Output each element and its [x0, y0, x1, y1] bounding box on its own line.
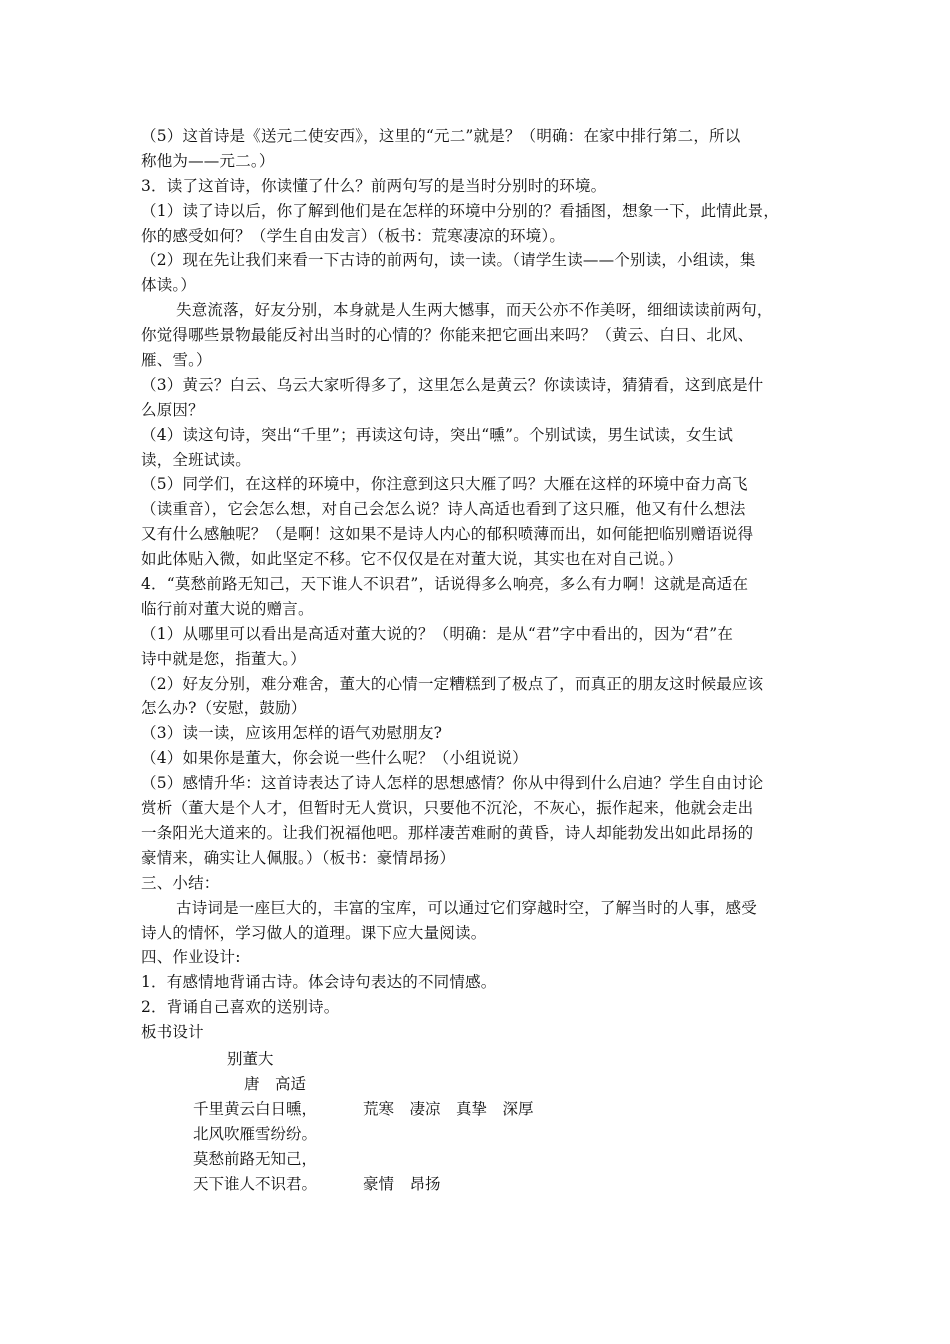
poem-line-3: 莫愁前路无知己， — [193, 1149, 318, 1168]
text-line: 豪情来，确实让人佩服。）（板书：豪情昂扬） — [141, 848, 456, 867]
text-line: 又有什么感触呢？（是啊！这如果不是诗人内心的郁积喷薄而出，如何能把临别赠语说得 — [141, 525, 754, 544]
document-page — [141, 124, 811, 1195]
text-line: 读，全班试读。 — [141, 450, 251, 469]
text-line: 三、小结： — [141, 873, 220, 892]
board-note-emotion: 荒寒 凄凉 真挚 深厚 — [363, 1099, 534, 1118]
text-line: （4）如果你是董大，你会说一些什么呢？（小组说说） — [141, 749, 528, 768]
text-line: 1．有感情地背诵古诗。体会诗句表达的不同情感。 — [141, 973, 497, 992]
text-line: （3）读一读，应该用怎样的语气劝慰朋友? — [141, 724, 443, 743]
poem-author: 唐 高适 — [244, 1074, 307, 1093]
text-line: 你觉得哪些景物最能反衬出当时的心情的？你能来把它画出来吗？（黄云、白日、北风、 — [141, 326, 754, 345]
text-line: （5）感情升华：这首诗表达了诗人怎样的思想感情？你从中得到什么启迪？学生自由讨论 — [141, 774, 764, 793]
text-line: （3）黄云？白云、乌云大家听得多了，这里怎么是黄云？你读读诗，猜猜看，这到底是什 — [141, 375, 764, 394]
text-line: （读重音），它会怎么想，对自己会怎么说？诗人高适也看到了这只雁，他又有什么想法 — [141, 500, 746, 519]
board-note-spirit: 豪情 昂扬 — [363, 1174, 441, 1193]
text-line: 称他为——元二。） — [141, 151, 275, 170]
text-line: （1）读了诗以后，你了解到他们是在怎样的环境中分别的？看插图，想象一下，此情此景， — [141, 201, 780, 220]
text-line: 板书设计 — [141, 1023, 204, 1042]
poem-title: 别董大 — [227, 1049, 274, 1068]
text-line: （5）同学们，在这样的环境中，你注意到这只大雁了吗？大雁在这样的环境中奋力高飞 — [141, 475, 748, 494]
text-line: （1）从哪里可以看出是高适对董大说的？（明确：是从“君”字中看出的，因为“君”在 — [141, 624, 734, 643]
text-line: （2）好友分别，难分难舍，董大的心情一定糟糕到了极点了，而真正的朋友这时候最应该 — [141, 674, 764, 693]
text-line: （5）这首诗是《送元二使安西》，这里的“元二”就是？（明确：在家中排行第二，所以 — [141, 127, 741, 145]
text-line: 一条阳光大道来的。让我们祝福他吧。那样凄苦难耐的黄昏，诗人却能勃发出如此昂扬的 — [141, 823, 754, 842]
text-line: 诗人的情怀，学习做人的道理。课下应大量阅读。 — [141, 923, 487, 942]
poem-line-1: 千里黄云白日曛， — [193, 1099, 318, 1118]
document-body — [141, 124, 811, 1045]
text-line: 你的感受如何？（学生自由发言）（板书：荒寒凄凉的环境）。 — [141, 226, 566, 245]
text-line: 么原因？ — [141, 400, 204, 419]
text-line: 2．背诵自己喜欢的送别诗。 — [141, 998, 340, 1017]
text-line: 4．“莫愁前路无知己，天下谁人不识君”，话说得多么响亮，多么有力啊！这就是高适在 — [141, 575, 749, 594]
text-line: 体读。） — [141, 276, 197, 295]
text-line: 古诗词是一座巨大的，丰富的宝库，可以通过它们穿越时空，了解当时的人事，感受 — [176, 898, 757, 917]
text-line: （2）现在先让我们来看一下古诗的前两句，读一读。（请学生读——个别读，小组读，集 — [141, 251, 756, 270]
text-line: 临行前对董大说的赠言。 — [141, 599, 314, 618]
text-line: 怎么办?（安慰，鼓励） — [141, 699, 307, 718]
text-line: 赏析（董大是个人才，但暂时无人赏识，只要他不沉沦，不灰心，振作起来，他就会走出 — [141, 799, 754, 818]
text-line: 失意流落，好友分别，本身就是人生两大憾事，而天公亦不作美呀，细细读读前两句， — [176, 301, 773, 320]
text-line: 如此体贴入微，如此坚定不移。它不仅仅是在对董大说，其实也在对自己说。） — [141, 550, 683, 569]
poem-line-4: 天下谁人不识君。 — [193, 1174, 318, 1193]
text-line: 3．读了这首诗，你读懂了什么？前两句写的是当时分别时的环境。 — [141, 176, 607, 195]
blackboard-design — [141, 1045, 811, 1195]
poem-line-2: 北风吹雁雪纷纷。 — [193, 1124, 318, 1143]
text-line: 四、作业设计: — [141, 948, 241, 967]
text-line: 雁、雪。） — [141, 351, 212, 370]
text-line: （4）读这句诗，突出“千里”；再读这句诗，突出“曛”。个别试读，男生试读，女生试 — [141, 425, 734, 444]
text-line: 诗中就是您，指董大。） — [141, 649, 306, 668]
